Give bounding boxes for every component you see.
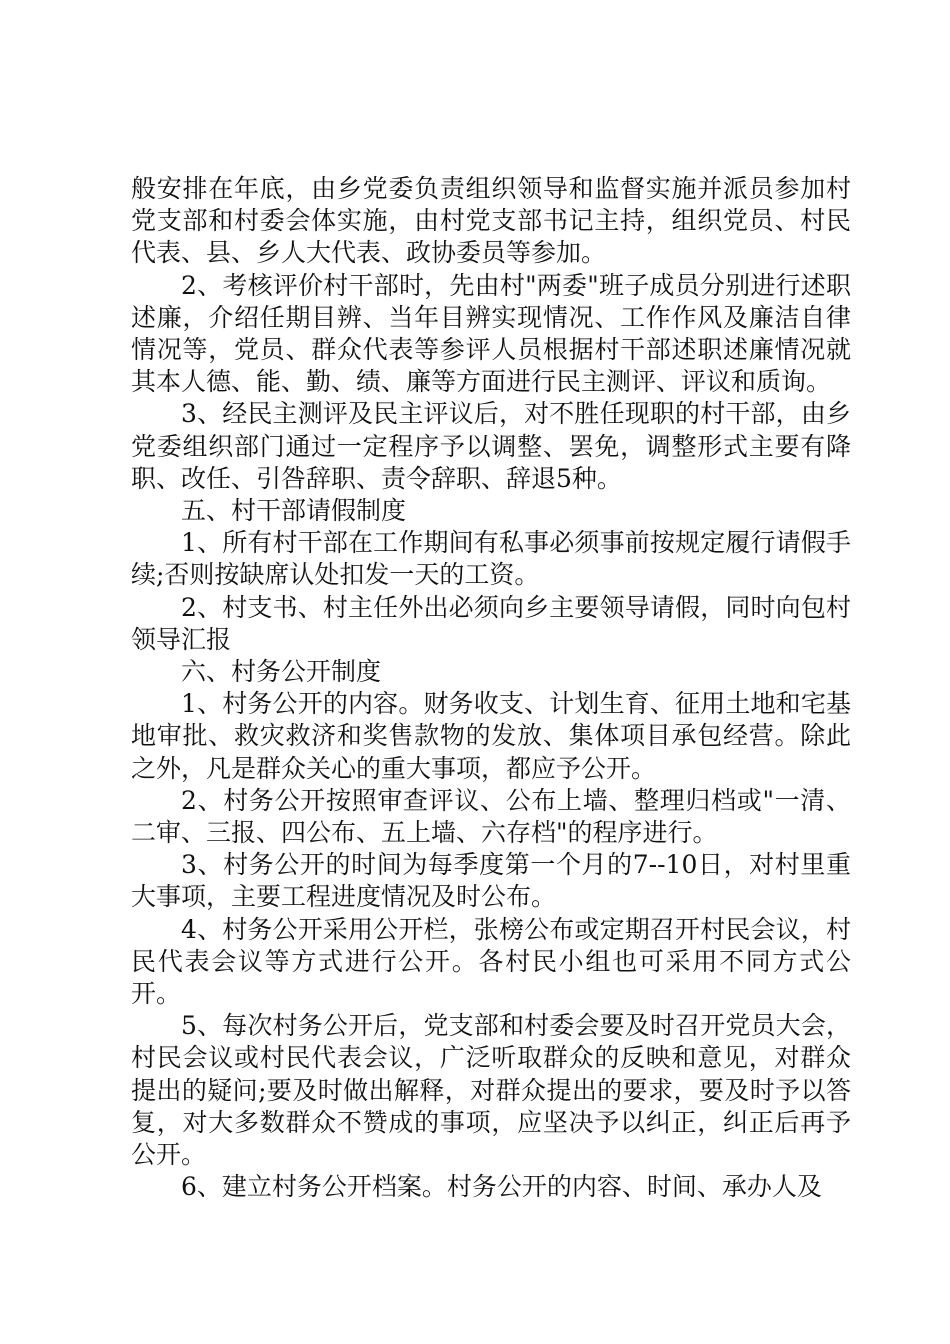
paragraph: 1、村务公开的内容。财务收支、计划生育、征用土地和宅基地审批、救灾救济和奖售款物的发放、集体项目承包经营。除此之外，凡是群众关心的重大事项，都应予公开。 xyxy=(131,689,851,783)
paragraph: 3、村务公开的时间为每季度第一个月的7--10日，对村里重大事项，主要工程进度情况及时公布。 xyxy=(131,850,851,912)
section-heading: 五、村干部请假制度 xyxy=(181,496,407,526)
paragraph: 4、村务公开采用公开栏，张榜公布或定期召开村民会议，村民代表会议等方式进行公开。各村民小组也可采用不同方式公开。 xyxy=(131,914,851,1009)
paragraph: 5、每次村务公开后，党支部和村委会要及时召开党员大会，村民会议或村民代表会议，广泛听取群众的反映和意见，对群众提出的疑问;要及时做出解释，对群众提出的要求，要及时予以答复，对大多数群众不赞成的事项，应坚决予以纠正，纠正后再予公开。 xyxy=(131,1011,851,1170)
paragraph: 2、考核评价村干部时，先由村"两委"班子成员分别进行述职述廉，介绍任期目辨、当年目辨实现情况、工作作风及廉洁自律情况等，党员、群众代表等参评人员根据村干部述职述廉情况就其本人德、能、勤、绩、廉等方面进行民主测评、评议和质询。 xyxy=(131,270,851,397)
document-body xyxy=(131,173,851,1204)
paragraph: 1、所有村干部在工作期间有私事必须事前按规定履行请假手续;否则按缺席认处扣发一天的工资。 xyxy=(131,528,851,590)
paragraph: 3、经民主测评及民主评议后，对不胜任现职的村干部，由乡党委组织部门通过一定程序予以调整、罢免，调整形式主要有降职、改任、引咎辞职、责令辞职、辞退5种。 xyxy=(131,399,851,493)
paragraph: 般安排在年底，由乡党委负责组织领导和监督实施并派员参加村党支部和村委会体实施，由村党支部书记主持，组织党员、村民代表、县、乡人大代表、政协委员等参加。 xyxy=(131,174,851,268)
paragraph: 2、村务公开按照审查评议、公布上墙、整理归档或"一清、二审、三报、四公布、五上墙、六存档"的程序进行。 xyxy=(131,785,851,848)
section-heading: 六、村务公开制度 xyxy=(181,657,382,687)
paragraph: 2、村支书、村主任外出必须向乡主要领导请假，同时向包村领导汇报 xyxy=(131,592,851,654)
paragraph: 6、建立村务公开档案。村务公开的内容、时间、承办人及 xyxy=(181,1172,822,1202)
